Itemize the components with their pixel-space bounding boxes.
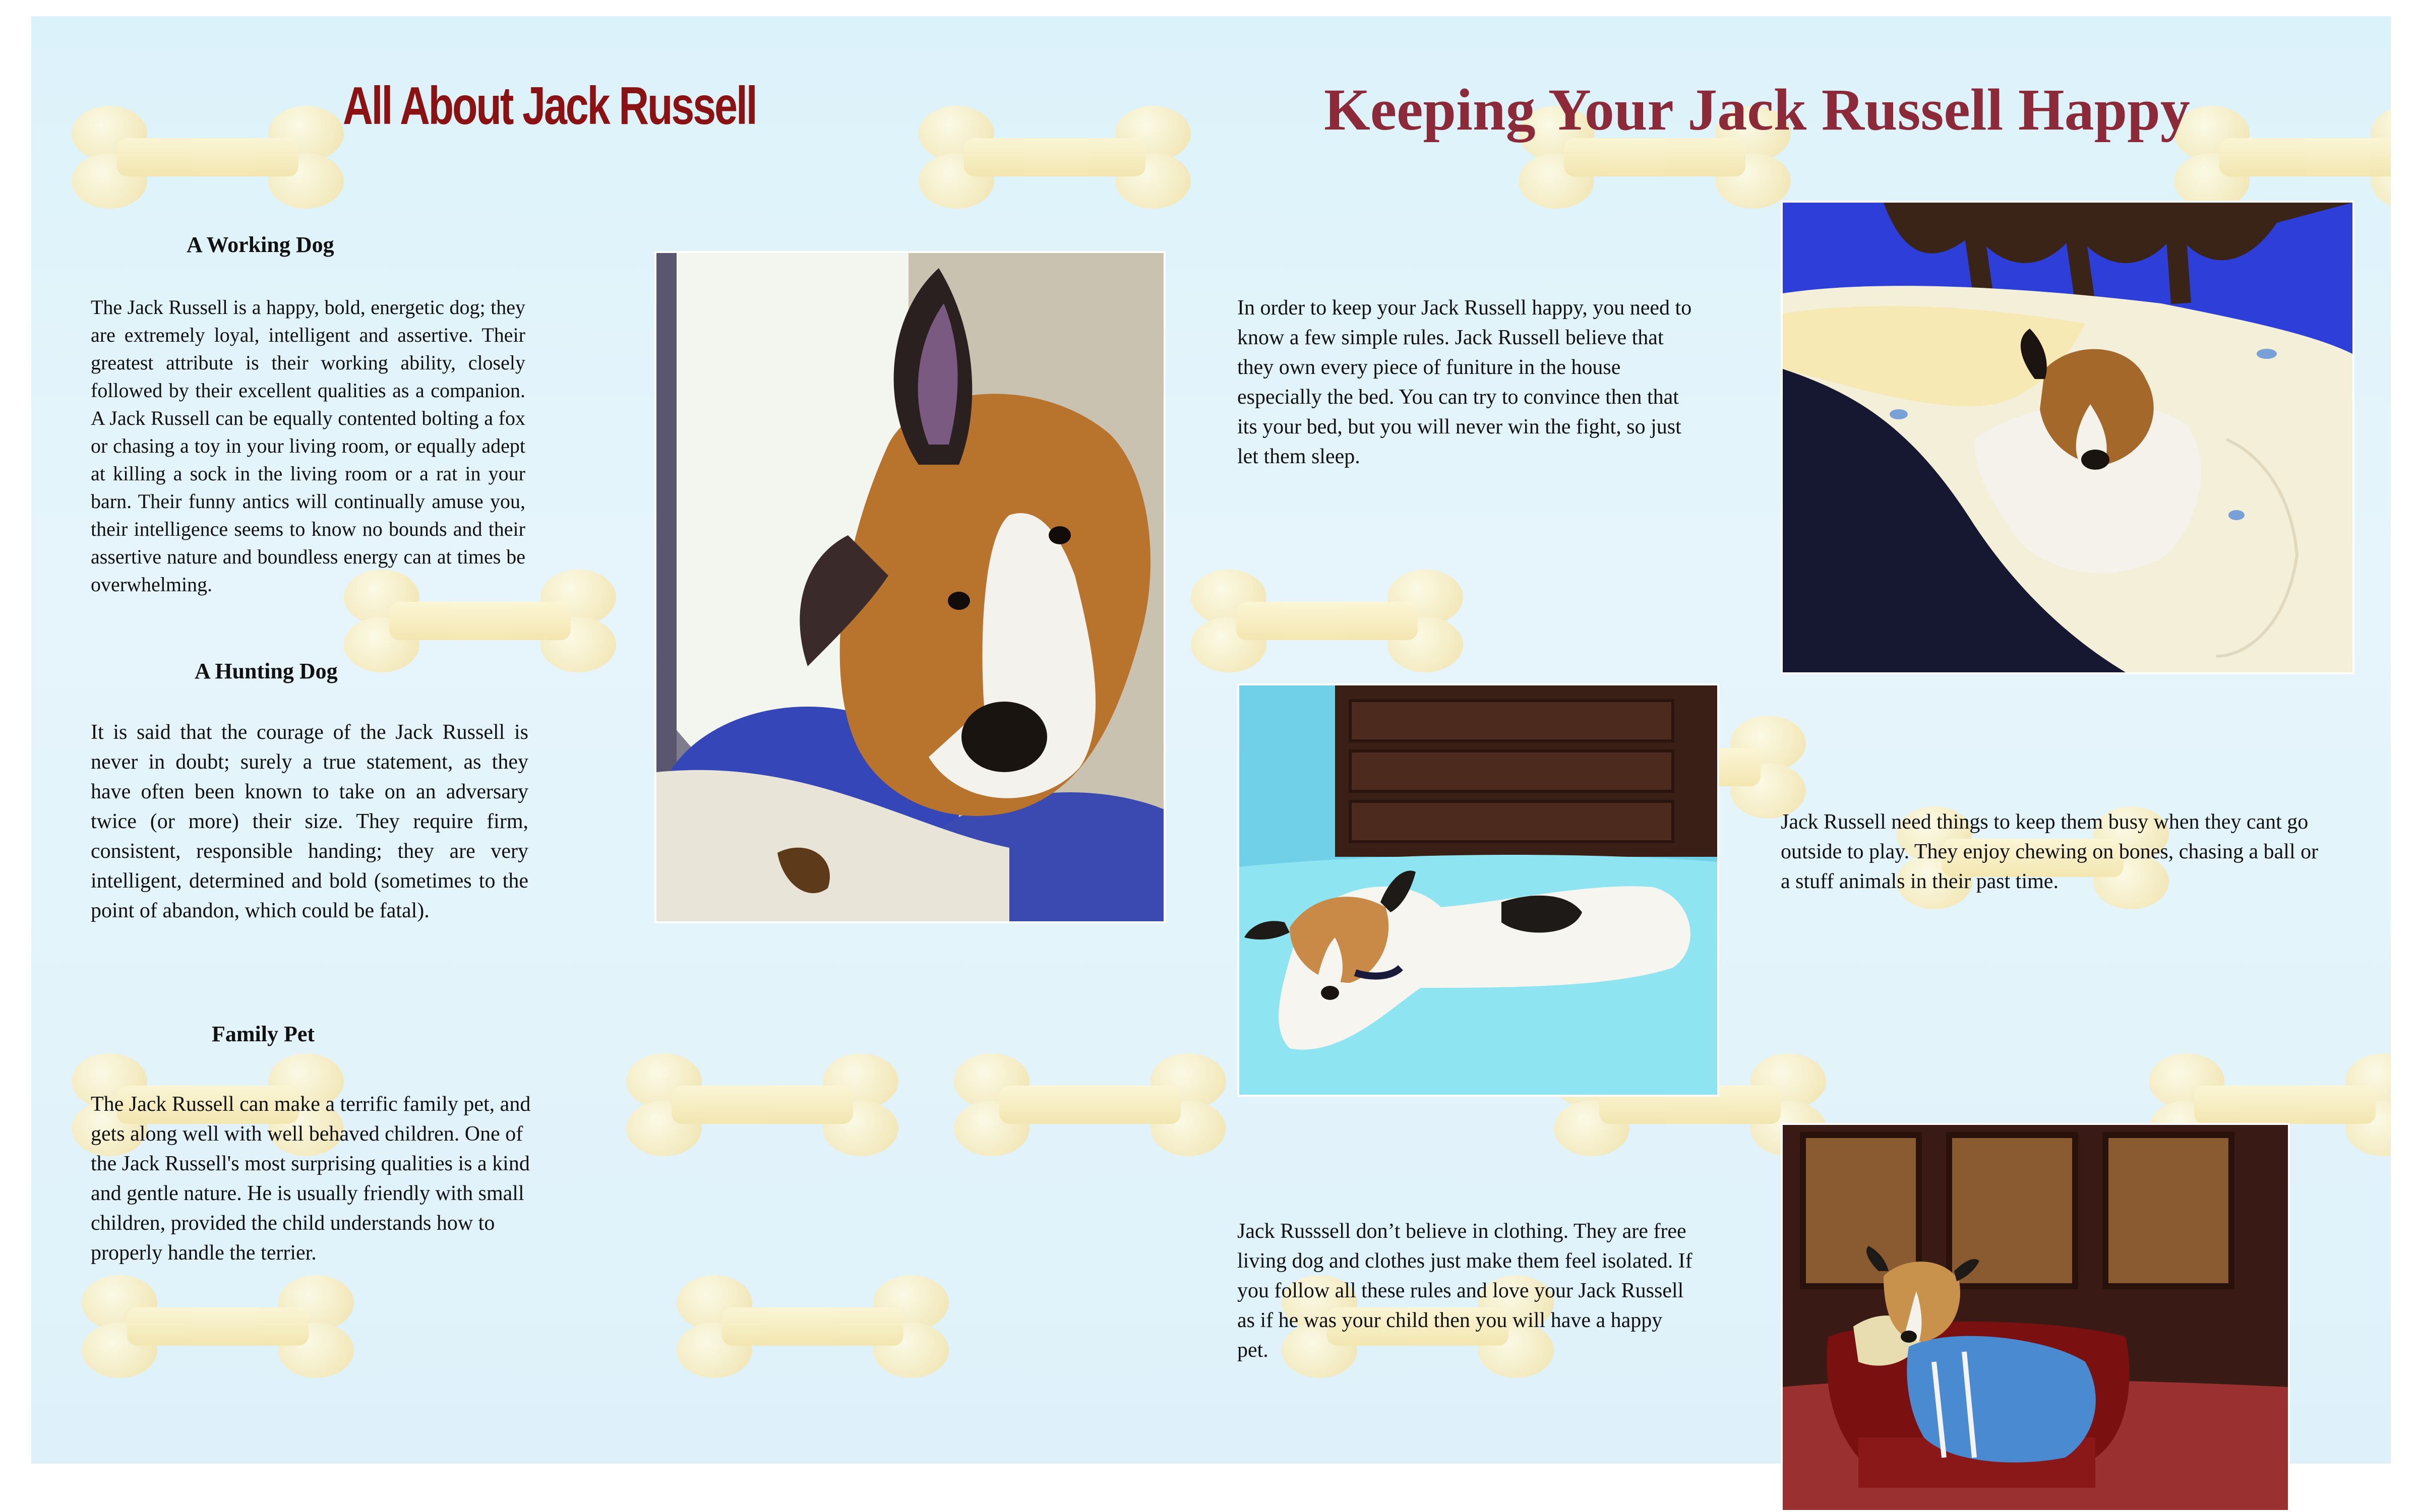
rules-paragraph: In order to keep your Jack Russell happy, you need to know a few simple rules. Jack Russell believe that they own every piece of funiture in the house especially the bed. You can try to convince then that its your bed, but you will never win the fight, so just let them sleep.: [1237, 296, 1692, 468]
bone-decoration: [954, 1039, 1226, 1170]
dog-closeup-illustration: [656, 253, 1164, 921]
working-dog-text: The Jack Russell is a happy, bold, energetic dog; they are extremely loyal, intelligent and assertive. Their greatest attribute is their working ability, closely followed by their excellent qualities as a companion. A Jack Russell can be equally contented bolting a fox or chasing a toy in your living room, or equally adept at killing a sock in the living room or a rat in your barn. Their funny antics will continually amuse you, their intelligence seems to know no bounds and their assertive nature and boundless energy can at times be overwhelming.: [91, 296, 525, 596]
sleeping-dog-photo: [1781, 201, 2354, 674]
working-dog-heading: A Working Dog: [187, 232, 334, 257]
bone-decoration: [82, 1261, 354, 1392]
lying-dog-photo: [1237, 683, 1719, 1097]
hunting-dog-text: It is said that the courage of the Jack Russell is never in doubt; surely a true statement, as they have often been known to take on an adversary twice (or more) their size. They require firm, consistent, responsible handing; they are very intelligent, determined and bold (sometimes to the point of abandon, which could be fatal).: [91, 721, 528, 922]
bone-decoration: [72, 92, 344, 223]
dressed-dog-photo: [1781, 1123, 2290, 1512]
dressed-dog-illustration: [1783, 1125, 2288, 1510]
bone-decoration: [1191, 555, 1463, 686]
dog-closeup-photo: [654, 251, 1166, 923]
sleeping-dog-illustration: [1783, 203, 2352, 672]
clothing-paragraph: Jack Russsell don’t believe in clothing. They are free living dog and clothes just make them feel isolated. If you follow all these rules and love your Jack Russell as if he was your child then you will have a happy pet.: [1237, 1220, 1692, 1362]
busy-paragraph: Jack Russell need things to keep them busy when they cant go outside to play. They enjoy chewing on bones, chasing a ball or a stuff animals in their past time.: [1781, 810, 2319, 893]
bone-decoration: [677, 1261, 949, 1392]
hunting-dog-heading: A Hunting Dog: [195, 659, 338, 683]
lying-dog-illustration: [1239, 685, 1717, 1095]
bone-decoration: [919, 92, 1191, 223]
bone-decoration: [626, 1039, 898, 1170]
left-panel-title: All About Jack Russell: [343, 76, 756, 136]
family-pet-heading: Family Pet: [212, 1022, 315, 1046]
right-panel-title: Keeping Your Jack Russell Happy: [1324, 77, 2190, 143]
family-pet-text: The Jack Russell can make a terrific family pet, and gets along well with well behaved children. One of the Jack Russell's most surprising qualities is a kind and gentle nature. He is usually friendly with small children, provided the child understands how to properly handle the terrier.: [91, 1093, 531, 1265]
